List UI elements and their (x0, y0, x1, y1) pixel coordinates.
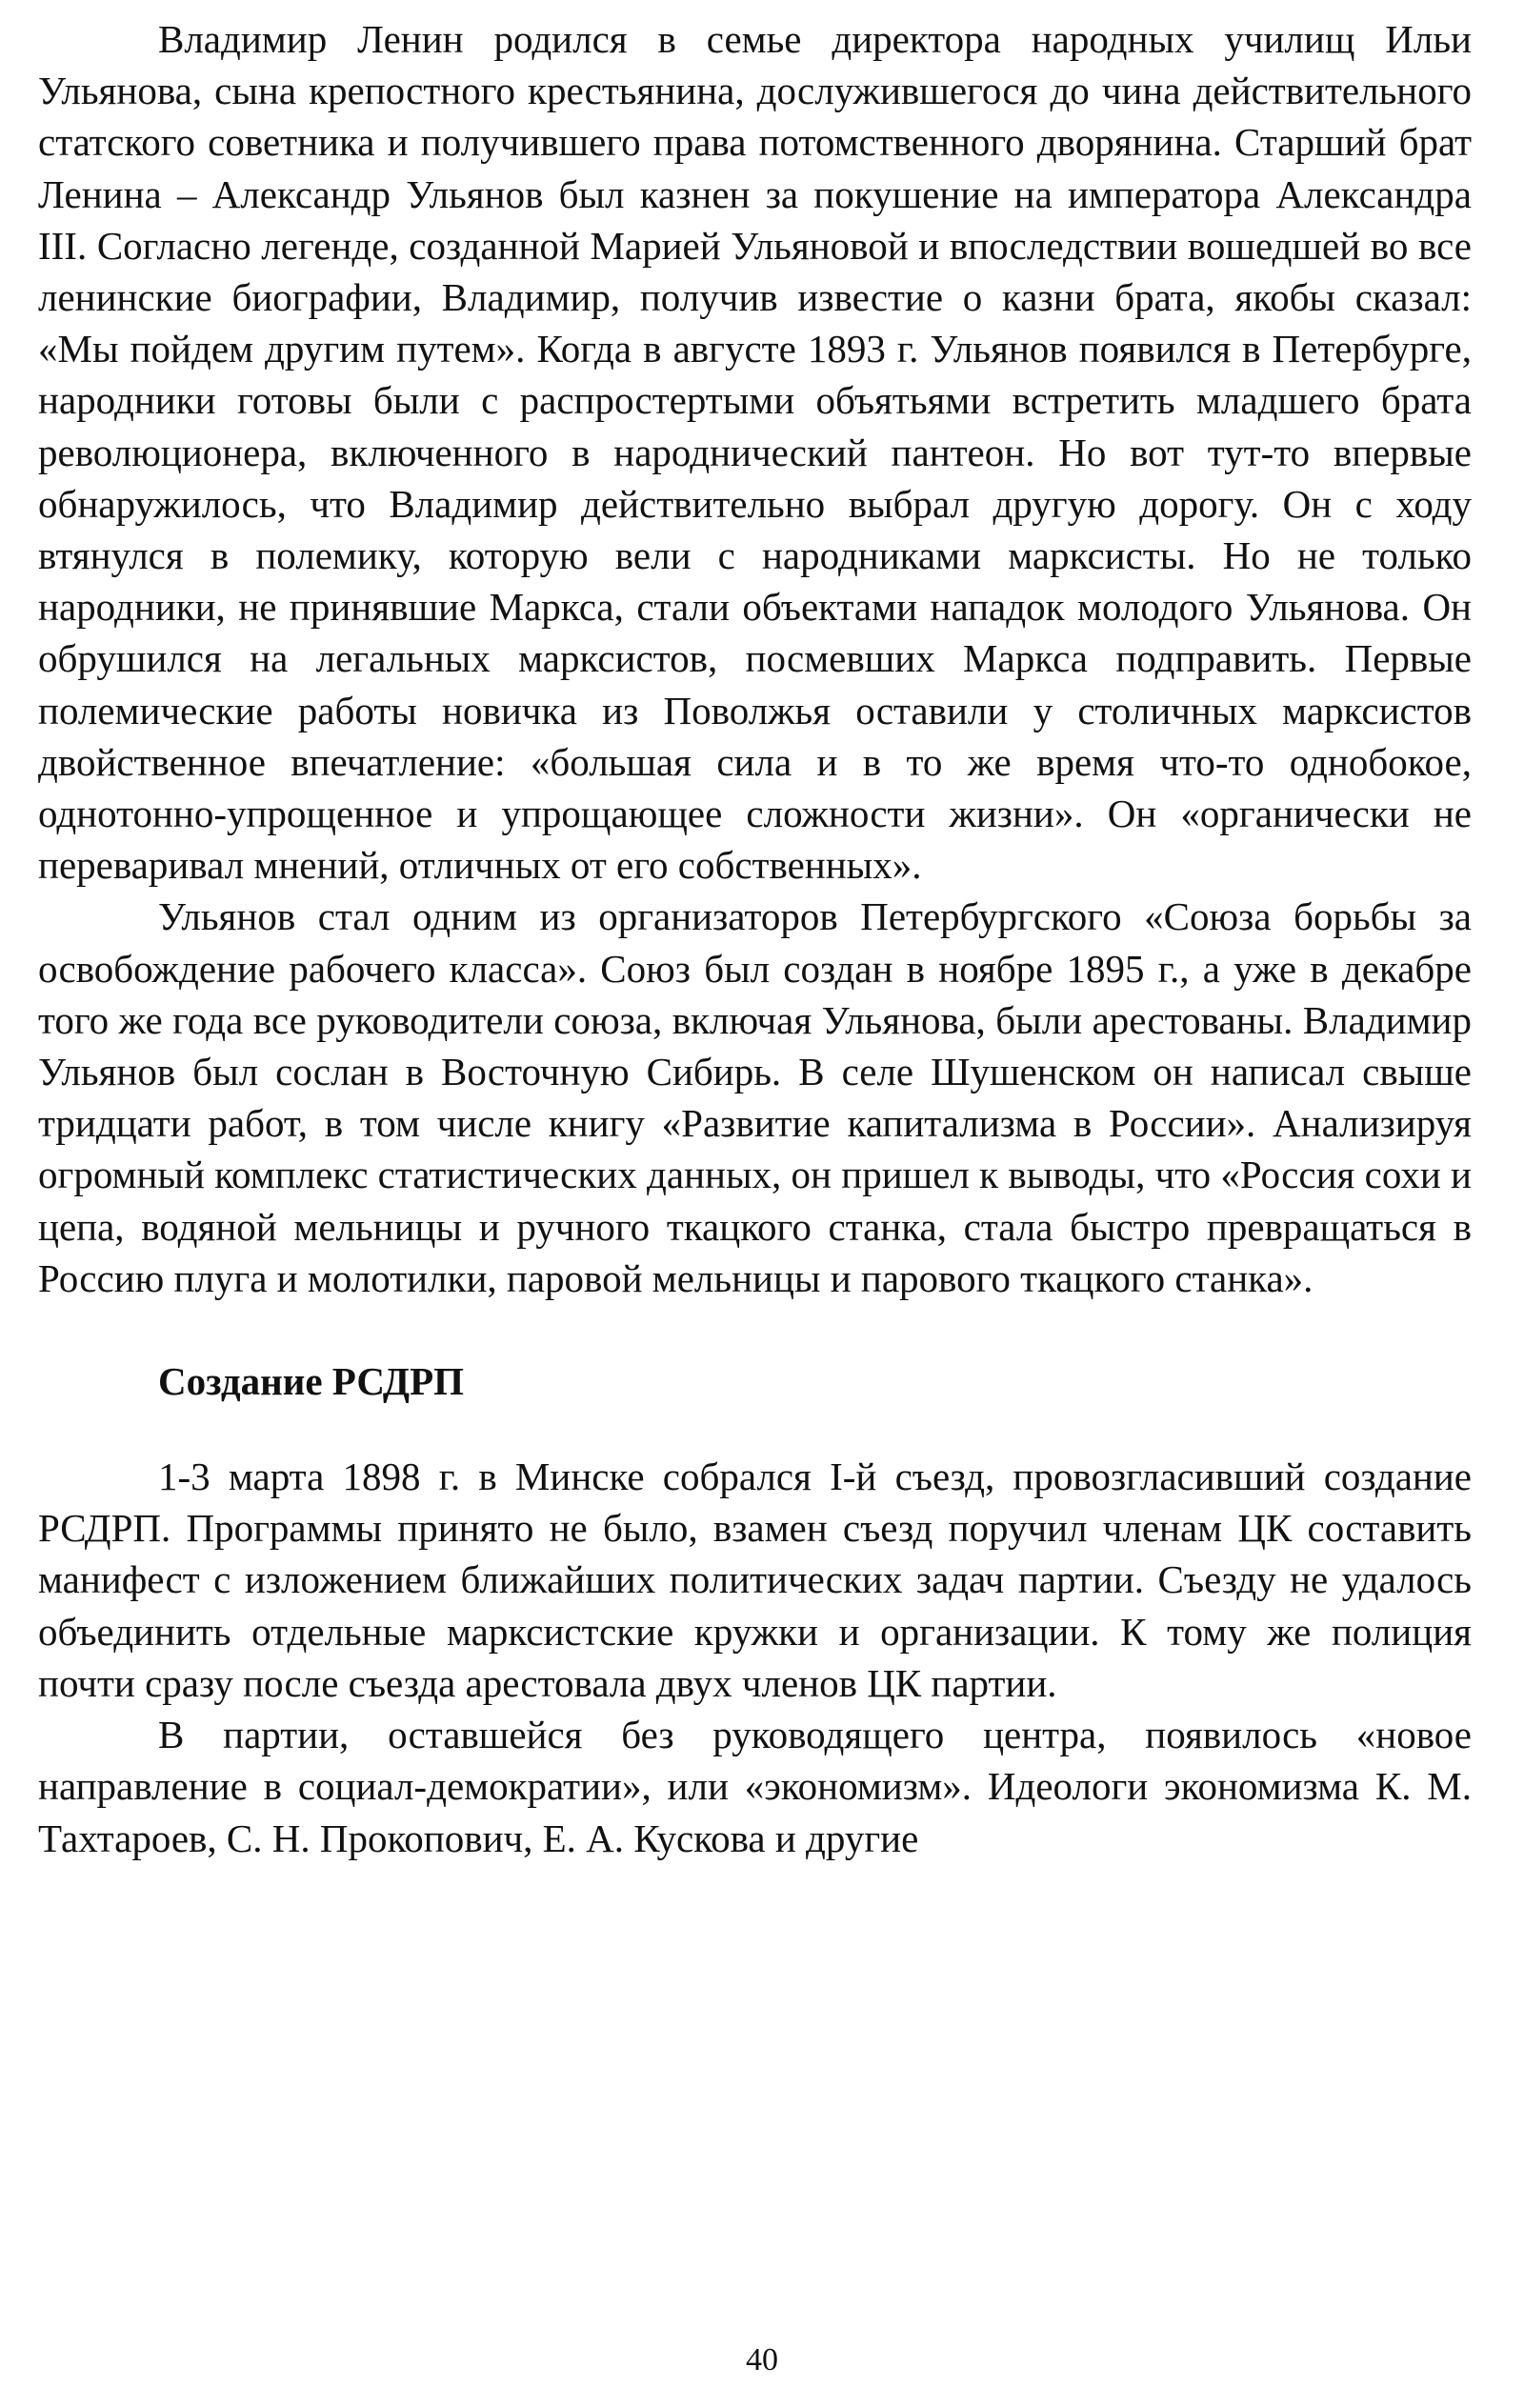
paragraph-lenin-biography: Владимир Ленин родился в семье директора народных училищ Ильи Ульянова, сына крепостного крестьянина, дослужившегося до чина действительного статского советника и получившего права потомственного дворянина. Старший брат Ленина – Александр Ульянов был казнен за покушение на императора Александра III. Согласно легенде, созданной Марией Ульяновой и впоследствии вошедшей во все ленинские биографии, Владимир, получив известие о казни брата, якобы сказал: «Мы пойдем другим путем». Когда в августе 1893 г. Ульянов появился в Петербурге, народники готовы были с распростертыми объятьями встретить младшего брата революционера, включенного в народнический пантеон. Но вот тут-то впервые обнаружилось, что Владимир действительно выбрал другую дорогу. Он с ходу втянулся в полемику, которую вели с народниками марксисты. Но не только народники, не принявшие Маркса, стали объектами нападок молодого Ульянова. Он обрушился на легальных марксистов, посмевших Маркса подправить. Первые полемические работы новичка из Поволжья оставили у столичных марксистов двойственное впечатление: «большая сила и в то же время что-то однобокое, однотонно-упрощенное и упрощающее сложности жизни». Он «органически не переваривал мнений, отличных от его собственных». (38, 17, 1472, 888)
paragraph-union-of-struggle: Ульянов стал одним из организаторов Петербургского «Союза борьбы за освобождение рабочего класса». Союз был создан в ноябре 1895 г., а уже в декабре того же года все руководители союза, включая Ульянова, были арестованы. Владимир Ульянов был сослан в Восточную Сибирь. В селе Шушенском он написал свыше тридцати работ, в том числе книгу «Развитие капитализма в России». Анализируя огромный комплекс статистических данных, он пришел к выводы, что «Россия сохи и цепа, водяной мельницы и ручного ткацкого станка, стала быстро превращаться в Россию плуга и молотилки, паровой мельницы и парового ткацкого станка». (38, 894, 1472, 1300)
paragraph-economism: В партии, оставшейся без руководящего центра, появилось «новое направление в социал-демократии», или «экономизм». Идеологи экономизма К. М. Тахтароев, С. Н. Прокопович, Е. А. Кускова и другие (38, 1713, 1472, 1860)
paragraph-first-congress: 1-3 марта 1898 г. в Минске собрался I-й съезд, провозгласивший создание РСДРП. Программы принято не было, взамен съезд поручил членам ЦК составить манифест с изложением ближайших политических задач партии. Съезду не удалось объединить отдельные марксистские кружки и организации. К тому же полиция почти сразу после съезда арестовала двух членов ЦК партии. (38, 1455, 1472, 1705)
page-number: 40 (746, 2342, 778, 2378)
section-heading: Создание РСДРП (158, 1359, 465, 1404)
document-page (38, 13, 1472, 1864)
